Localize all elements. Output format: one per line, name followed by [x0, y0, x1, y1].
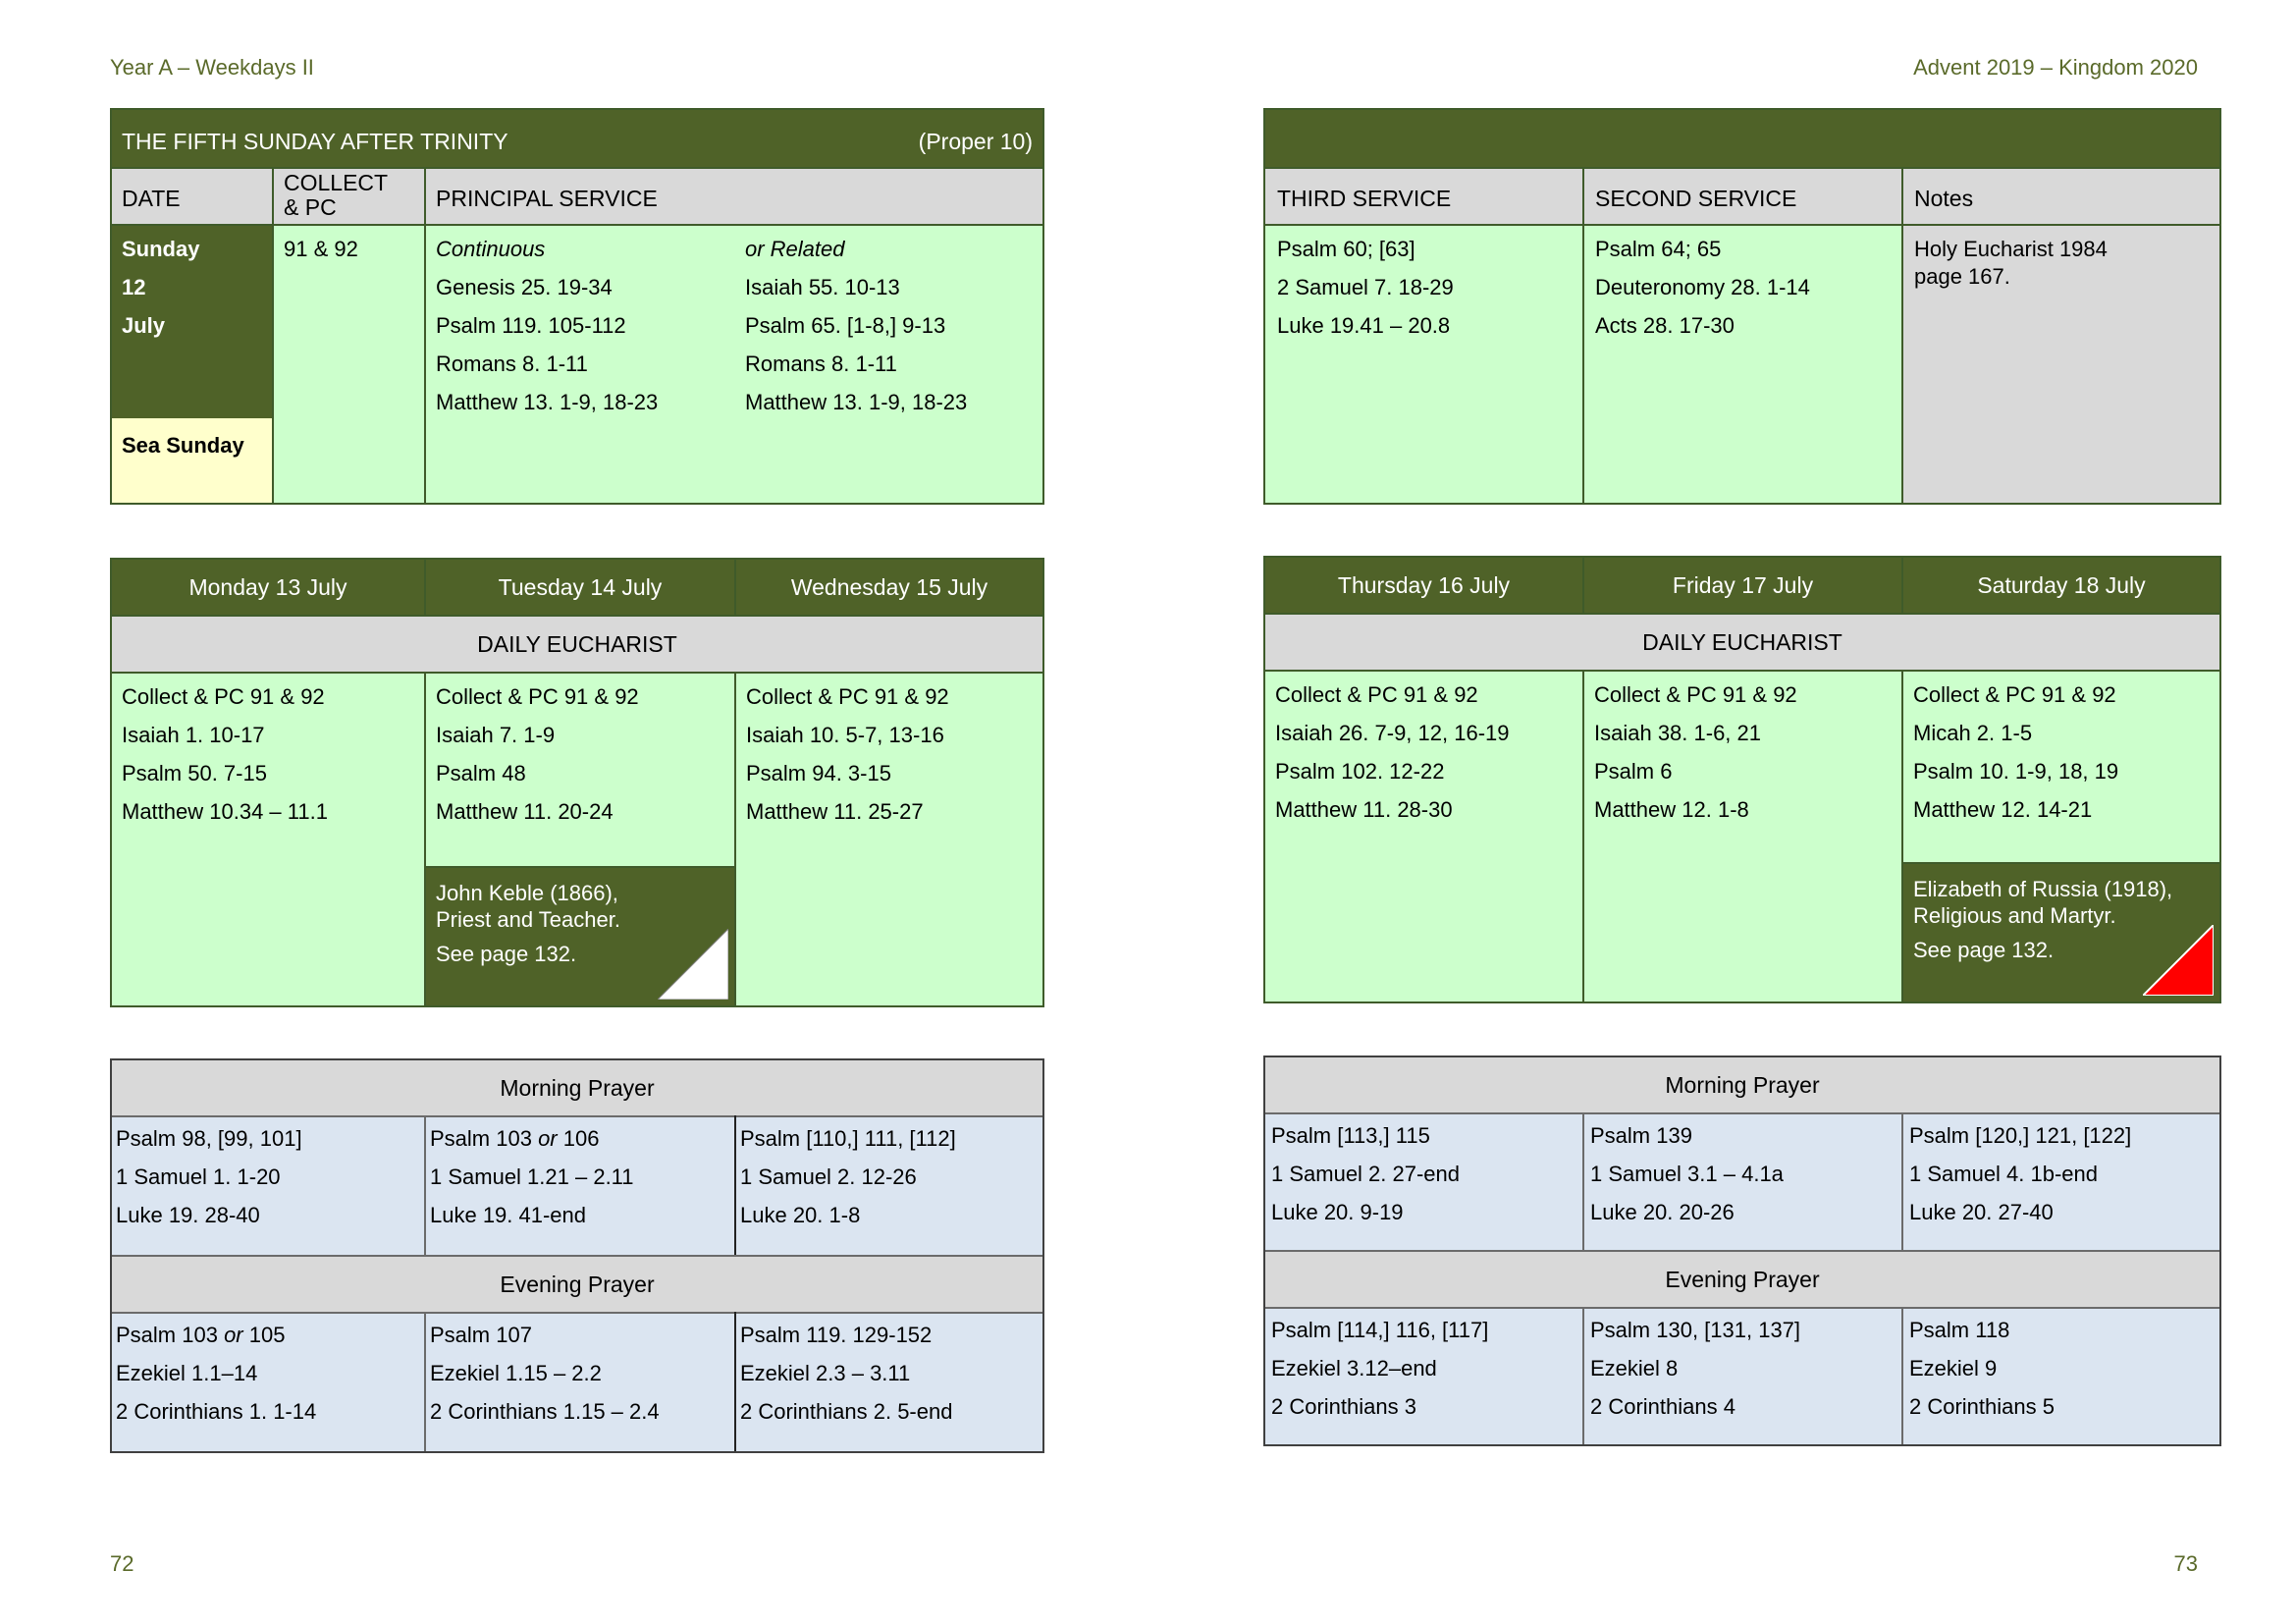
- commemoration-sat: Elizabeth of Russia (1918), Religious and Martyr. See page 132.: [1903, 864, 2219, 1001]
- evening-tue: Psalm 107 Ezekiel 1.15 – 2.2 2 Corinthians 1.15 – 2.4: [426, 1314, 734, 1451]
- notes-header: Notes: [1914, 186, 1974, 211]
- morning-tue: Psalm 103 or 106 1 Samuel 1.21 – 2.11 Luke 19. 41-end: [426, 1117, 734, 1255]
- collect-cell: 91 & 92: [274, 226, 424, 503]
- readings-mon: Collect & PC 91 & 92 Isaiah 1. 10-17 Psalm 50. 7-15 Matthew 10.34 – 11.1: [112, 674, 424, 1005]
- day-header-tue: Tuesday 14 July: [426, 560, 734, 615]
- day-header-thu: Thursday 16 July: [1265, 558, 1582, 613]
- day-header-fri: Friday 17 July: [1584, 558, 1901, 613]
- commemoration-tue: John Keble (1866), Priest and Teacher. See page 132.: [426, 868, 734, 1005]
- running-head-left: Year A – Weekdays II: [110, 55, 314, 80]
- readings-sat: Collect & PC 91 & 92 Micah 2. 1-5 Psalm 10. 1-9, 18, 19 Matthew 12. 14-21: [1903, 672, 2219, 862]
- page-number-left: 72: [110, 1551, 134, 1576]
- sunday-title-bar: [112, 110, 1042, 167]
- daily-eucharist-label: DAILY EUCHARIST: [112, 617, 1042, 672]
- morning-wed: Psalm [110,] 111, [112] 1 Samuel 2. 12-26 Luke 20. 1-8: [736, 1117, 1042, 1255]
- red-page-fold-icon: [2143, 925, 2214, 996]
- third-service-cell: Psalm 60; [63] 2 Samuel 7. 18-29 Luke 19.41 – 20.8: [1265, 226, 1582, 503]
- morning-prayer-label-right: Morning Prayer: [1265, 1057, 2219, 1112]
- principal-header: PRINCIPAL SERVICE: [436, 186, 658, 211]
- morning-prayer-label: Morning Prayer: [112, 1060, 1042, 1115]
- office-table-right: [1263, 1056, 2221, 1446]
- sea-sunday-cell: Sea Sunday: [112, 418, 272, 503]
- morning-mon: Psalm 98, [99, 101] 1 Samuel 1. 1-20 Luke 19. 28-40: [112, 1117, 424, 1255]
- second-service-cell: Psalm 64; 65 Deuteronomy 28. 1-14 Acts 28. 17-30: [1584, 226, 1901, 503]
- day-header-wed: Wednesday 15 July: [736, 560, 1042, 615]
- weekdays-table-right: [1263, 556, 2221, 1003]
- services-title-bar: [1265, 110, 2219, 167]
- running-head-right: Advent 2019 – Kingdom 2020: [1913, 55, 2198, 80]
- evening-prayer-label-right: Evening Prayer: [1265, 1252, 2219, 1307]
- white-page-fold-icon: [658, 929, 728, 1000]
- morning-fri: Psalm 139 1 Samuel 3.1 – 4.1a Luke 20. 20-26: [1584, 1114, 1901, 1250]
- evening-sat: Psalm 118 Ezekiel 9 2 Corinthians 5: [1903, 1309, 2219, 1444]
- day-header-sat: Saturday 18 July: [1903, 558, 2219, 613]
- morning-sat: Psalm [120,] 121, [122] 1 Samuel 4. 1b-end Luke 20. 27-40: [1903, 1114, 2219, 1250]
- evening-fri: Psalm 130, [131, 137] Ezekiel 8 2 Corinthians 4: [1584, 1309, 1901, 1444]
- morning-thu: Psalm [113,] 115 1 Samuel 2. 27-end Luke 20. 9-19: [1265, 1114, 1582, 1250]
- sunday-services-table: [1263, 108, 2221, 505]
- date-header: DATE: [122, 186, 181, 211]
- readings-wed: Collect & PC 91 & 92 Isaiah 10. 5-7, 13-16 Psalm 94. 3-15 Matthew 11. 25-27: [736, 674, 1042, 1005]
- header-row: [112, 169, 1042, 224]
- readings-thu: Collect & PC 91 & 92 Isaiah 26. 7-9, 12, 16-19 Psalm 102. 12-22 Matthew 11. 28-30: [1265, 672, 1582, 1001]
- weekdays-table-left: [110, 558, 1044, 1007]
- collect-header: COLLECT & PC: [284, 170, 389, 220]
- proper-label: (Proper 10): [918, 129, 1033, 154]
- evening-prayer-label: Evening Prayer: [112, 1257, 1042, 1312]
- page-number-right: 73: [2173, 1551, 2198, 1576]
- evening-wed: Psalm 119. 129-152 Ezekiel 2.3 – 3.11 2 Corinthians 2. 5-end: [736, 1314, 1042, 1451]
- office-table-left: [110, 1058, 1044, 1453]
- day-header-mon: Monday 13 July: [112, 560, 424, 615]
- principal-service-cell: [426, 226, 1042, 503]
- evening-mon: Psalm 103 or 105 Ezekiel 1.1–14 2 Corinthians 1. 1-14: [112, 1314, 424, 1451]
- readings-fri: Collect & PC 91 & 92 Isaiah 38. 1-6, 21 Psalm 6 Matthew 12. 1-8: [1584, 672, 1901, 1001]
- third-service-header: THIRD SERVICE: [1277, 186, 1452, 211]
- services-header-row: [1265, 169, 2219, 224]
- evening-thu: Psalm [114,] 116, [117] Ezekiel 3.12–end 2 Corinthians 3: [1265, 1309, 1582, 1444]
- sunday-title: THE FIFTH SUNDAY AFTER TRINITY: [122, 129, 508, 154]
- date-cell: Sunday 12 July: [112, 226, 272, 418]
- second-service-header: SECOND SERVICE: [1595, 186, 1797, 211]
- notes-cell: Holy Eucharist 1984 page 167.: [1903, 226, 2219, 503]
- sunday-table: [110, 108, 1044, 505]
- continuous-readings: Continuous Genesis 25. 19-34 Psalm 119. 105-112 Romans 8. 1-11 Matthew 13. 1-9, 18-23: [436, 237, 659, 414]
- daily-eucharist-label-right: DAILY EUCHARIST: [1265, 615, 2219, 670]
- related-readings: or Related Isaiah 55. 10-13 Psalm 65. [1-8,] 9-13 Romans 8. 1-11 Matthew 13. 1-9, 18-23: [745, 237, 968, 414]
- readings-tue: Collect & PC 91 & 92 Isaiah 7. 1-9 Psalm 48 Matthew 11. 20-24: [426, 674, 734, 866]
